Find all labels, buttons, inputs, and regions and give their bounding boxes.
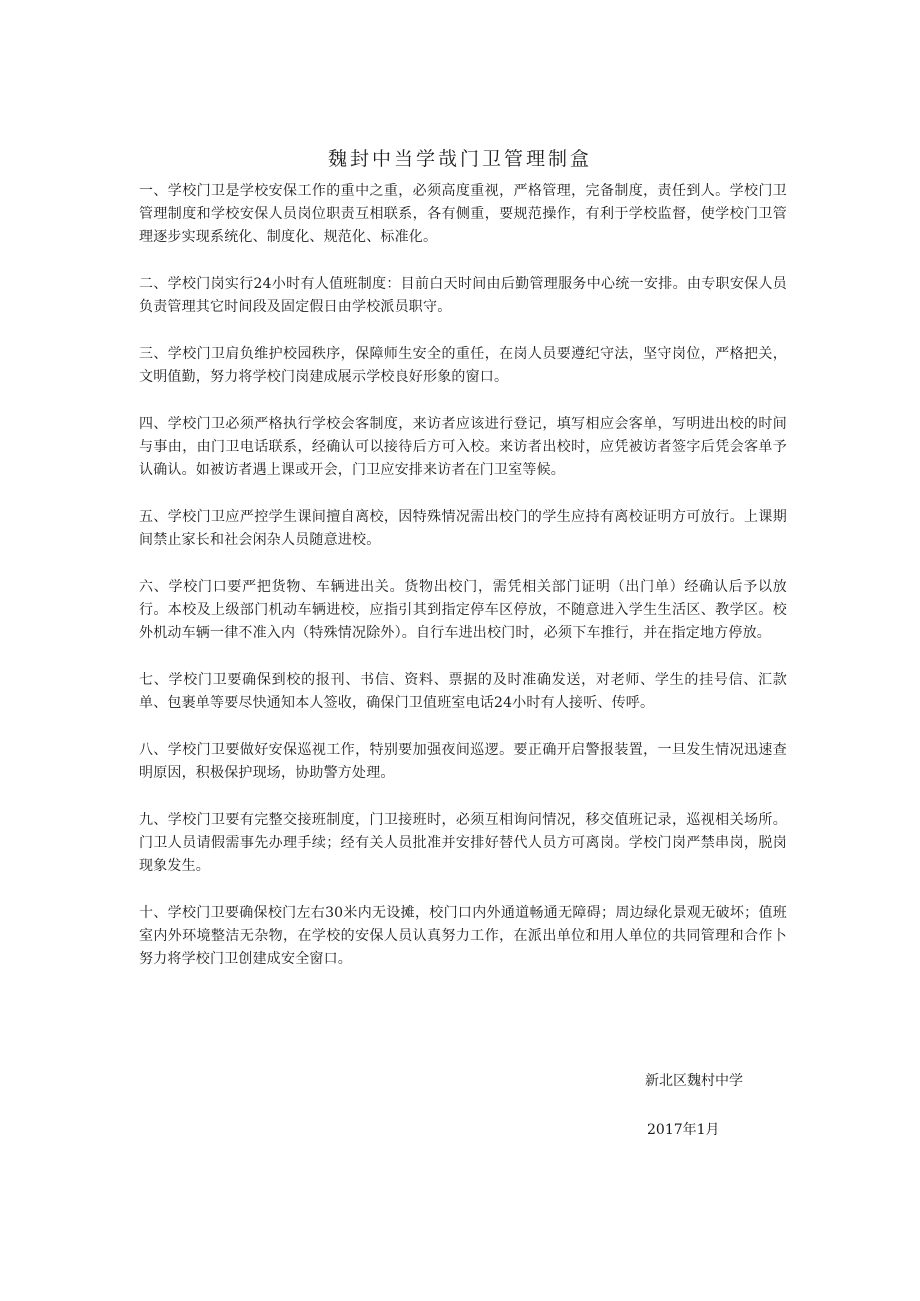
document-body xyxy=(139,180,787,995)
paragraph-4: 四、学校门卫必须严格执行学校会客制度，来访者应该进行登记，填写相应会客单，写明进出校的时间与事由，由门卫电话联系，经确认可以接待后方可入校。来访者出校时，应凭被访者签字后凭会客单予认确认。如被访者遇上课或开会，门卫应安排来访者在门卫室等候。 xyxy=(139,416,787,478)
paragraph-7: 七、学校门卫要确保到校的报刊、书信、资料、票据的及时准确发送，对老师、学生的挂号信、汇款单、包裹单等要尽快通知本人签收，确保门卫值班室电话24小时有人接听、传呼。 xyxy=(139,672,787,711)
paragraph-10: 十、学校门卫要确保校门左右30米内无设摊，校门口内外通道畅通无障碍；周边绿化景观无破坏；值班室内外环境整洁无杂物，在学校的安保人员认真努力工作，在派出单位和用人单位的共同管理和合作卜努力将学校门卫创建成安全窗口。 xyxy=(139,905,787,967)
paragraph-5: 五、学校门卫应严控学生课间擅自离校，因特殊情况需出校门的学生应持有离校证明方可放行。上课期间禁止家长和社会闲杂人员随意进校。 xyxy=(139,509,787,548)
paragraph-2: 二、学校门岗实行24小时有人值班制度：目前白天时间由后勤管理服务中心统一安排。由专职安保人员负责管理其它时间段及固定假日由学校派员职守。 xyxy=(139,276,787,315)
signature-date: 2017年1月 xyxy=(647,1122,720,1138)
paragraph-6: 六、学校门口要严把货物、车辆进出关。货物出校门，需凭相关部门证明（出门单）经确认后予以放行。本校及上级部门机动车辆进校，应指引其到指定停车区停放，不随意进入学生生活区、教学区。校外机动车辆一律不准入内（特殊情况除外）。自行车进出校门时，必须下车推行，并在指定地方停放。 xyxy=(139,579,787,641)
signature-school-name: 新北区魏村中学 xyxy=(645,1073,743,1089)
paragraph-8: 八、学校门卫要做好安保巡视工作，特别要加强夜间巡逻。要正确开启警报装置，一旦发生情况迅速查明原因，积极保护现场，协助警方处理。 xyxy=(139,742,787,781)
document-title: 魏封中当学哉门卫管理制盒 xyxy=(327,148,592,170)
paragraph-3: 三、学校门卫肩负维护校园秩序，保障师生安全的重任，在岗人员要遵纪守法，坚守岗位，严格把关，文明值勤，努力将学校门岗建成展示学校良好形象的窗口。 xyxy=(139,346,787,385)
paragraph-1: 一、学校门卫是学校安保工作的重中之重，必须高度重视，严格管理，完备制度，责任到人。学校门卫管理制度和学校安保人员岗位职责互相联系，各有侧重，要规范操作，有利于学校监督，使学校门卫管理逐步实现系统化、制度化、规范化、标准化。 xyxy=(139,183,787,245)
paragraph-9: 九、学校门卫要有完整交接班制度，门卫接班时，必须互相询问情况，移交值班记录，巡视相关场所。门卫人员请假需事先办理手续；经有关人员批准并安排好替代人员方可离岗。学校门岗严禁串岗，脱岗现象发生。 xyxy=(139,812,787,874)
